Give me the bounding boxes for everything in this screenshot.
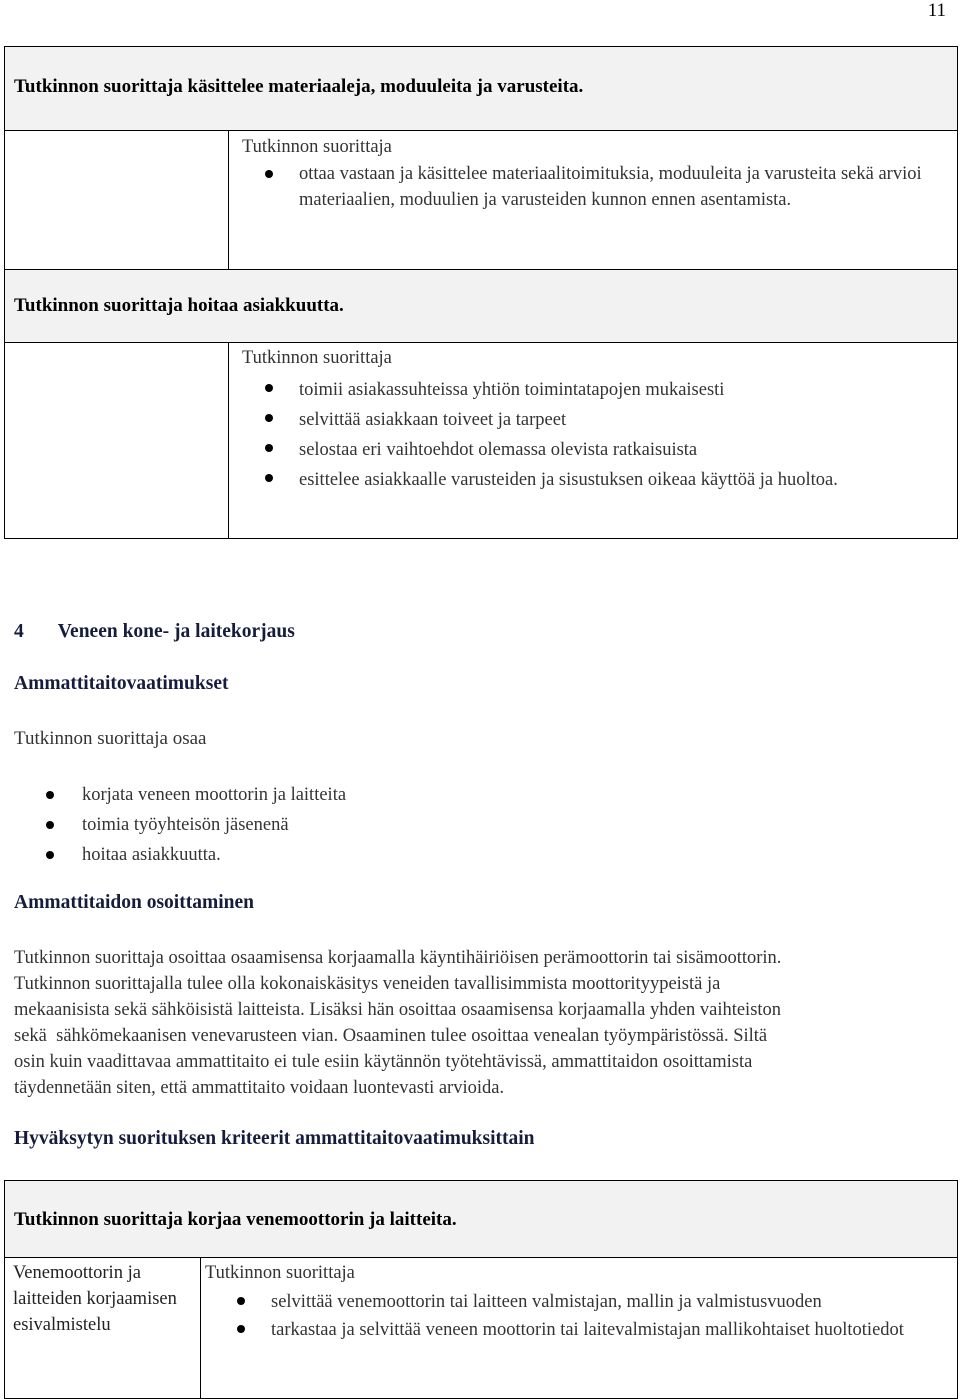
table1-row2-header: Tutkinnon suorittaja hoitaa asiakkuutta. (5, 270, 958, 343)
paragraph-line: täydennetään siten, että ammattitaito voidaan luontevasti arvioida. (14, 1078, 505, 1098)
table1-row2-lead: Tutkinnon suorittaja (242, 348, 392, 368)
list-item: selvittää asiakkaan toiveet ja tarpeet (229, 405, 957, 435)
section-title (14, 621, 295, 643)
list-item: esittelee asiakkaalle varusteiden ja sisustuksen oikeaa käyttöä ja huoltoa. (229, 465, 957, 495)
requirements-list (0, 780, 900, 870)
table1-row1-label-cell (5, 131, 229, 270)
table1-row1-list (229, 161, 957, 213)
paragraph-line: osin kuin vaadittavaa ammattitaito ei tule esiin käytännön työtehtävissä, ammattitaidon osoittamista (14, 1052, 753, 1072)
paragraph-line: Tutkinnon suorittaja osoittaa osaamisensa korjaamalla käyntihäiriöisen perämoottorin tai sisämoottorin. (14, 948, 782, 968)
list-item: selostaa eri vaihtoehdot olemassa olevista ratkaisuista (229, 435, 957, 465)
page-number: 11 (927, 0, 946, 21)
table1-row2-list (229, 375, 957, 495)
section-title-text: Veneen kone- ja laitekorjaus (57, 621, 295, 642)
list-item: toimia työyhteisön jäsenenä (0, 810, 900, 840)
demonstration-heading: Ammattitaidon osoittaminen (14, 892, 254, 913)
requirements-heading: Ammattitaitovaatimukset (14, 673, 229, 694)
demonstration-paragraph (14, 945, 949, 1101)
list-item: ottaa vastaan ja käsittelee materiaalitoimituksia, moduuleita ja varusteita sekä arvioi materiaalien, moduulien ja varusteiden kunnon ennen asentamista. (229, 161, 957, 213)
paragraph-line: sekä sähkömekaanisen venevarusteen vian. Osaaminen tulee osoittaa venealan työympäristössä. Siltä (14, 1026, 768, 1046)
table1-row2-label-cell (5, 343, 229, 539)
list-item: hoitaa asiakkuutta. (0, 840, 900, 870)
list-item: toimii asiakassuhteissa yhtiön toimintatapojen mukaisesti (229, 375, 957, 405)
list-item: tarkastaa ja selvittää veneen moottorin tai laitevalmistajan mallikohtaiset huoltotiedot (201, 1316, 957, 1344)
table1-row2-content (229, 343, 958, 539)
table1-row1-header: Tutkinnon suorittaja käsittelee materiaaleja, moduuleita ja varusteita. (5, 47, 958, 131)
requirements-intro: Tutkinnon suorittaja osaa (14, 728, 207, 749)
criteria-table-2 (4, 1180, 958, 1399)
table1-row1-lead: Tutkinnon suorittaja (242, 137, 392, 157)
table2-header: Tutkinnon suorittaja korjaa venemoottorin ja laitteita. (5, 1181, 958, 1258)
table2-lead: Tutkinnon suorittaja (205, 1263, 355, 1283)
criteria-table-1 (4, 46, 958, 539)
table2-list (201, 1288, 957, 1344)
table1-row1-content (229, 131, 958, 270)
section-number: 4 (14, 621, 24, 642)
paragraph-line: mekaanisista sekä sähköisistä laitteista. Lisäksi hän osoittaa osaamisensa korjaamalla yhden vaihteiston (14, 1000, 782, 1020)
paragraph-line: Tutkinnon suorittajalla tulee olla kokonaiskäsitys veneiden tavallisimmista moottorityypeistä ja (14, 974, 721, 994)
table2-row-content (201, 1258, 958, 1399)
list-item: selvittää venemoottorin tai laitteen valmistajan, mallin ja valmistusvuoden (201, 1288, 957, 1316)
criteria-heading: Hyväksytyn suorituksen kriteerit ammattitaitovaatimuksittain (14, 1128, 535, 1149)
table2-row-label: Venemoottorin ja laitteiden korjaamisen esivalmistelu (5, 1258, 201, 1399)
list-item: korjata veneen moottorin ja laitteita (0, 780, 900, 810)
